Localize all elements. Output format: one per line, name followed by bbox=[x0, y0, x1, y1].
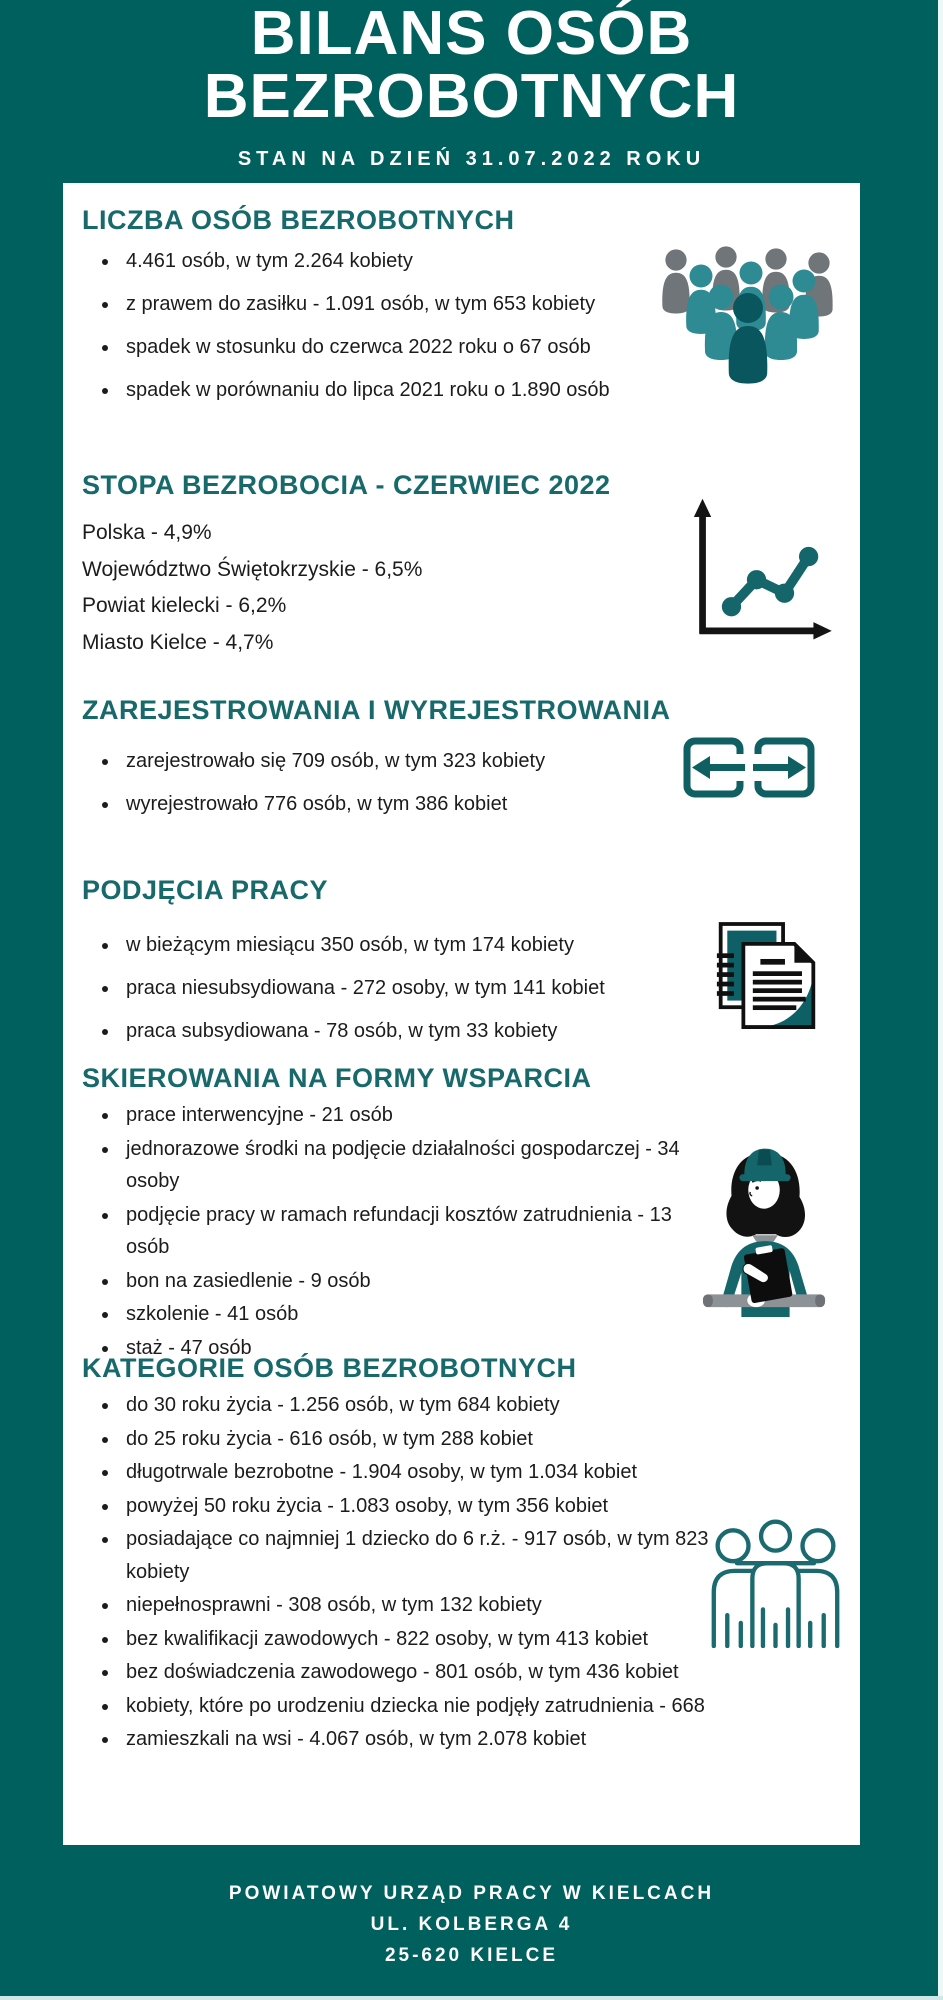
bullet-item: • zarejestrowało się 709 osób, w tym 323 kobiety bbox=[120, 745, 740, 777]
group-outline-icon bbox=[708, 1513, 843, 1653]
bullet-item: • kobiety, które po urodzeniu dziecka nie podjęły zatrudnienia - 668 bbox=[120, 1690, 740, 1723]
bullet-item: • zamieszkali na wsi - 4.067 osób, w tym 2.078 kobiet bbox=[120, 1723, 740, 1756]
section-heading: STOPA BEZROBOCIA - CZERWIEC 2022 bbox=[82, 470, 611, 500]
footer-line: POWIATOWY URZĄD PRACY W KIELCACH bbox=[228, 1883, 715, 1904]
bullet-item: • prace interwencyjne - 21 osób bbox=[120, 1099, 705, 1132]
section-heading: LICZBA OSÓB BEZROBOTNYCH bbox=[82, 205, 515, 235]
section-zarejestrowania bbox=[82, 693, 740, 831]
bullet-item: • wyrejestrowało 776 osób, w tym 386 kobiet bbox=[120, 788, 740, 820]
bullet-item: • praca subsydiowana - 78 osób, w tym 33 kobiety bbox=[120, 1015, 740, 1047]
bullet-item: • bez kwalifikacji zawodowych - 822 osoby, w tym 413 kobiet bbox=[120, 1623, 740, 1656]
documents-icon bbox=[715, 921, 819, 1036]
bullet-item: • spadek w stosunku do czerwca 2022 roku o 67 osób bbox=[120, 331, 680, 363]
section-stopa-bezrobocia bbox=[82, 468, 642, 661]
content-card bbox=[63, 183, 860, 1845]
bullet-list bbox=[102, 929, 740, 1047]
bullet-item: • do 25 roku życia - 616 osób, w tym 288 kobiet bbox=[120, 1423, 740, 1456]
right-edge-strip bbox=[938, 0, 943, 2000]
section-heading: KATEGORIE OSÓB BEZROBOTNYCH bbox=[82, 1353, 577, 1383]
bullet-item: • niepełnosprawni - 308 osób, w tym 132 kobiety bbox=[120, 1589, 740, 1622]
page-title-line1: BILANS OSÓB bbox=[250, 0, 693, 68]
people-crowd-icon bbox=[643, 235, 843, 392]
bullet-item: • spadek w porównaniu do lipca 2021 roku o 1.890 osób bbox=[120, 374, 680, 406]
stat-line: Powiat kielecki - 6,2% bbox=[82, 594, 287, 617]
bullet-item: • bez doświadczenia zawodowego - 801 osób, w tym 436 kobiet bbox=[120, 1656, 740, 1689]
footer-line: UL. KOLBERGA 4 bbox=[370, 1914, 573, 1935]
worker-woman-icon bbox=[701, 1125, 829, 1322]
bullet-list bbox=[102, 245, 680, 406]
bullet-item: • w bieżącym miesiącu 350 osób, w tym 174 kobiety bbox=[120, 929, 740, 961]
section-kategorie bbox=[82, 1351, 740, 1757]
page-subtitle: STAN NA DZIEŃ 31.07.2022 ROKU bbox=[237, 148, 706, 170]
footer-address bbox=[0, 1878, 943, 1971]
bullet-item: • posiadające co najmniej 1 dziecko do 6 r.ż. - 917 osób, w tym 823 kobiety bbox=[120, 1523, 740, 1588]
bullet-item: • jednorazowe środki na podjęcie działalności gospodarczej - 34 osoby bbox=[120, 1133, 705, 1198]
bullet-item: • długotrwale bezrobotne - 1.904 osoby, w tym 1.034 kobiet bbox=[120, 1456, 740, 1489]
bullet-item: • z prawem do zasiłku - 1.091 osób, w tym 653 kobiety bbox=[120, 288, 680, 320]
section-heading: PODJĘCIA PRACY bbox=[82, 875, 329, 905]
stat-line: Województwo Świętokrzyskie - 6,5% bbox=[82, 557, 423, 581]
page-title-line2: BEZROBOTNYCH bbox=[203, 62, 740, 131]
bullet-item: • szkolenie - 41 osób bbox=[120, 1298, 705, 1331]
section-heading: SKIEROWANIA NA FORMY WSPARCIA bbox=[82, 1063, 592, 1093]
bullet-item: • bon na zasiedlenie - 9 osób bbox=[120, 1265, 705, 1298]
section-heading: ZAREJESTROWANIA I WYREJESTROWANIA bbox=[82, 695, 671, 725]
bullet-list bbox=[102, 745, 740, 820]
bullet-list bbox=[102, 1099, 705, 1364]
line-chart-icon bbox=[675, 491, 840, 658]
bullet-item: • praca niesubsydiowana - 272 osoby, w tym 141 kobiet bbox=[120, 972, 740, 1004]
bullet-item: • powyżej 50 roku życia - 1.083 osoby, w tym 356 kobiet bbox=[120, 1490, 740, 1523]
bullet-list bbox=[102, 1389, 740, 1756]
stat-line: Polska - 4,9% bbox=[82, 521, 212, 544]
stat-line: Miasto Kielce - 4,7% bbox=[82, 630, 274, 654]
register-transfer-icon bbox=[683, 737, 815, 804]
page-title bbox=[0, 0, 943, 131]
section-podjecia-pracy bbox=[82, 873, 740, 1058]
bullet-item: • podjęcie pracy w ramach refundacji kosztów zatrudnienia - 13 osób bbox=[120, 1199, 705, 1264]
section-liczba-osob-bezrobotnych bbox=[82, 203, 680, 417]
bullet-item: • do 30 roku życia - 1.256 osób, w tym 684 kobiety bbox=[120, 1389, 740, 1422]
section-skierowania bbox=[82, 1061, 705, 1365]
bullet-item: • staż - 47 osób bbox=[120, 1332, 705, 1365]
bullet-item: • 4.461 osób, w tym 2.264 kobiety bbox=[120, 245, 680, 277]
stat-lines bbox=[82, 515, 642, 661]
bottom-edge-strip bbox=[0, 1996, 943, 2000]
footer-line: 25-620 KIELCE bbox=[384, 1945, 559, 1966]
